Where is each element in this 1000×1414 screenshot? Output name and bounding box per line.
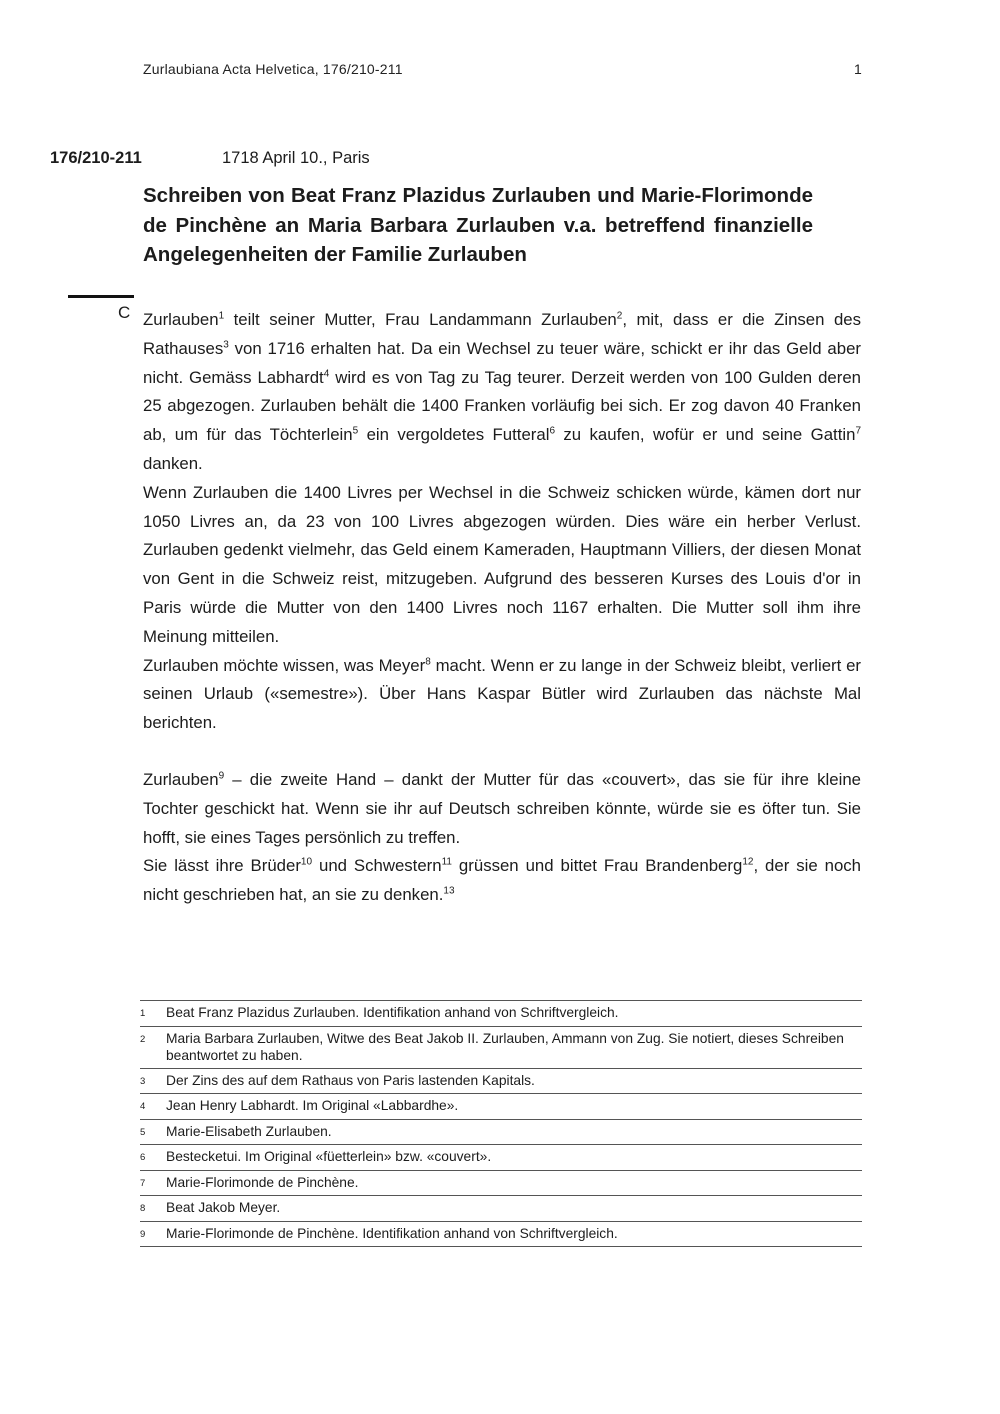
- footnote-number: 2: [140, 1033, 146, 1045]
- footnote-marker: 11: [441, 856, 452, 868]
- footnote-marker: 7: [855, 425, 862, 437]
- section-rule: [68, 295, 134, 298]
- footnote-marker: 6: [549, 425, 555, 437]
- footnote-text: Bestecketui. Im Original «füetterlein» bzw. «couvert».: [166, 1149, 492, 1164]
- footnote-text: Marie-Elisabeth Zurlauben.: [166, 1123, 332, 1139]
- footnote-number: 8: [140, 1203, 146, 1214]
- footnote-marker: 10: [300, 856, 313, 868]
- footnote-marker: 1: [218, 310, 225, 322]
- footnote-text: Der Zins des auf dem Rathaus von Paris lastenden Kapitals.: [166, 1072, 535, 1088]
- footnote: [140, 1195, 862, 1221]
- body-paragraph: Wenn Zurlauben die 1400 Livres per Wechsel in die Schweiz schicken würde, kämen dort nur 1050 Livres an, da 23 von 100 Livres abgezogen würden. Dies wäre ein herber Verlust. Zurlauben gedenkt vielmehr, das Geld einem Kameraden, Hauptmann Villiers, der diesen Monat von Gent in die Schweiz reist, mitzugeben. Aufgrund des besseren Kurses des Louis d'or in Paris würde die Mutter von den 1400 Livres noch 1167 erhalten. Die Mutter soll ihm ihre Meinung mitteilen.: [143, 482, 861, 646]
- footnote-marker: 13: [443, 885, 455, 897]
- body-paragraph: Sie lässt ihre Brüder$^{10}$ und Schwestern$^{11}$ grüssen und bittet Frau Brandenberg$^{12}$, der sie noch nicht geschrieben hat, an sie zu denken.$^{13}$: [143, 856, 862, 905]
- footnote: [140, 1093, 862, 1119]
- body-paragraph: Zurlauben$^1$ teilt seiner Mutter, Frau Landammann Zurlauben$^2$, mit, dass er die Zinsen des Rathauses$^3$ von 1716 erhalten hat. Da ein Wechsel zu teuer wäre, schickt er ihr das Geld aber nicht. Gemäss Labhardt$^4$ wird es von Tag zu Tag teurer. Derzeit werden von 100 Gulden deren 25 abgezogen. Zurlauben behält die 1400 Franken vorläufig bei sich. Er zog davon 40 Franken ab, um für das Töchterlein$^5$ ein vergoldetes Futteral$^6$ zu kaufen, wofür er und seine Gattin$^7$ danken.: [143, 310, 862, 473]
- footnote-marker: 2: [616, 310, 623, 322]
- footnote: [140, 1144, 862, 1170]
- footnote-text: Marie-Florimonde de Pinchène.: [166, 1174, 359, 1190]
- body-paragraph: Zurlauben möchte wissen, was Meyer$^8$ macht. Wenn er zu lange in der Schweiz bleibt, verliert er seinen Urlaub («semestre»). Über Hans Kaspar Bütler wird Zurlauben das nächste Mal berichten.: [143, 655, 862, 733]
- running-header: [143, 61, 862, 77]
- footnote-number: 6: [140, 1152, 146, 1163]
- footnote: [140, 1170, 862, 1196]
- footnote: [140, 1119, 862, 1145]
- footnote-marker: 9: [218, 770, 225, 782]
- footnote-number: 5: [140, 1126, 146, 1138]
- footnote-text: Maria Barbara Zurlauben, Witwe des Beat Jakob II. Zurlauben, Ammann von Zug. Sie notiert, dieses Schreiben beantwortet zu haben.: [166, 1030, 844, 1063]
- page-number: 1: [854, 61, 862, 77]
- footnote-marker: 5: [352, 425, 359, 437]
- footnotes: [140, 1000, 862, 1247]
- footnote-marker: 12: [742, 856, 754, 868]
- footnote-marker: 8: [425, 655, 431, 667]
- footnote: [140, 1026, 862, 1068]
- footnote-number: 1: [140, 1008, 146, 1019]
- doc-number: 176/210-211: [50, 149, 142, 167]
- doc-title: Schreiben von Beat Franz Plazidus Zurlauben und Marie-Florimonde de Pinchène an Maria Barbara Zurlauben v.a. betreffend finanzielle Angelegenheiten der Familie Zurlauben: [143, 184, 813, 266]
- footnote-text: Beat Jakob Meyer.: [166, 1200, 281, 1215]
- footnote: [140, 1000, 862, 1026]
- footnote-marker: 3: [223, 339, 229, 351]
- footnote-number: 4: [140, 1101, 146, 1112]
- footnote-text: Marie-Florimonde de Pinchène. Identifikation anhand von Schriftvergleich.: [166, 1225, 618, 1241]
- footnote-number: 3: [140, 1075, 146, 1087]
- body-paragraph: Zurlauben$^9$ – die zweite Hand – dankt der Mutter für das «couvert», das sie für ihre kleine Tochter geschickt hat. Wenn sie ihr auf Deutsch schreiben könnte, würde sie es öfter tun. Sie hofft, sie eines Tages persönlich zu treffen.: [143, 769, 861, 847]
- doc-date-place: 1718 April 10., Paris: [222, 149, 370, 167]
- footnote-marker: 4: [323, 368, 330, 379]
- footnote-number: 7: [140, 1177, 146, 1189]
- footnote-number: 9: [140, 1228, 146, 1240]
- footnote: [140, 1221, 862, 1247]
- body-paragraphs: [143, 306, 861, 910]
- footnote-text: Beat Franz Plazidus Zurlauben. Identifikation anhand von Schriftvergleich.: [166, 1005, 619, 1020]
- footnote: [140, 1068, 862, 1094]
- header-title: Zurlaubiana Acta Helvetica, 176/210-211: [143, 61, 403, 77]
- footnote-text: Jean Henry Labhardt. Im Original «Labbardhe».: [166, 1098, 459, 1113]
- section-marker-c: C: [118, 303, 131, 322]
